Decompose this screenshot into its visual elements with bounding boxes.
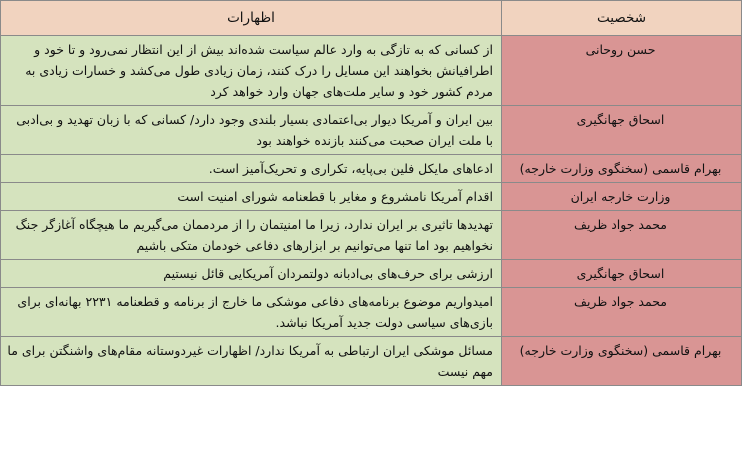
table-row [1, 337, 742, 386]
table-row [1, 183, 742, 211]
table-row [1, 288, 742, 337]
person-cell: بهرام قاسمی (سخنگوی وزارت خارجه) [502, 155, 742, 183]
table-row [1, 260, 742, 288]
person-cell: بهرام قاسمی (سخنگوی وزارت خارجه) [502, 337, 742, 386]
person-column-header: شخصیت [502, 1, 742, 36]
person-cell: محمد جواد ظریف [502, 288, 742, 337]
table-row [1, 106, 742, 155]
table-row [1, 36, 742, 106]
statement-cell: ادعاهای مایکل فلین بی‌پایه، تکراری و تحریک‌آمیز است. [1, 155, 502, 183]
header-row [1, 1, 742, 36]
statement-cell: تهدیدها تاثیری بر ایران ندارد، زیرا ما امنیتمان را از مردممان می‌گیریم ما هیچگاه آغازگر جنگ نخواهیم بود اما تنها می‌توانیم بر ابزارهای دفاعی خودمان متکی باشیم [1, 211, 502, 260]
table-row [1, 155, 742, 183]
statements-column-header: اظهارات [1, 1, 502, 36]
statement-cell: مسائل موشکی ایران ارتباطی به آمریکا ندارد/ اظهارات غیردوستانه مقام‌های واشنگتن برای ما مهم نیست [1, 337, 502, 386]
statement-cell: از کسانی که به تازگی به وارد عالم سیاست شده‌اند بیش از این انتظار نمی‌رود و تا خود و اطرافیانش بخواهند این مسایل را درک کنند، زمان زیادی طول می‌کشد و خسارات زیادی به مردم کشور خود و سایر ملت‌های جهان وارد خواهد کرد [1, 36, 502, 106]
person-cell: حسن روحانی [502, 36, 742, 106]
statement-cell: بین ایران و آمریکا دیوار بی‌اعتمادی بسیار بلندی وجود دارد/ کسانی که با زبان تهدید و بی‌ادبی با ملت ایران صحبت می‌کنند بازنده خواهند بود [1, 106, 502, 155]
person-cell: محمد جواد ظریف [502, 211, 742, 260]
statement-cell: ارزشی برای حرف‌های بی‌ادبانه دولتمردان آمریکایی قائل نیستیم [1, 260, 502, 288]
statement-cell: امیدواریم موضوع برنامه‌های دفاعی موشکی ما خارج از برنامه و قطعنامه ۲۲۳۱ بهانه‌ای برای بازی‌های سیاسی دولت جدید آمریکا نباشد. [1, 288, 502, 337]
person-cell: اسحاق جهانگیری [502, 260, 742, 288]
person-cell: وزارت خارجه ایران [502, 183, 742, 211]
person-cell: اسحاق جهانگیری [502, 106, 742, 155]
statement-cell: اقدام آمریکا نامشروع و مغایر با قطعنامه شورای امنیت است [1, 183, 502, 211]
table-row [1, 211, 742, 260]
